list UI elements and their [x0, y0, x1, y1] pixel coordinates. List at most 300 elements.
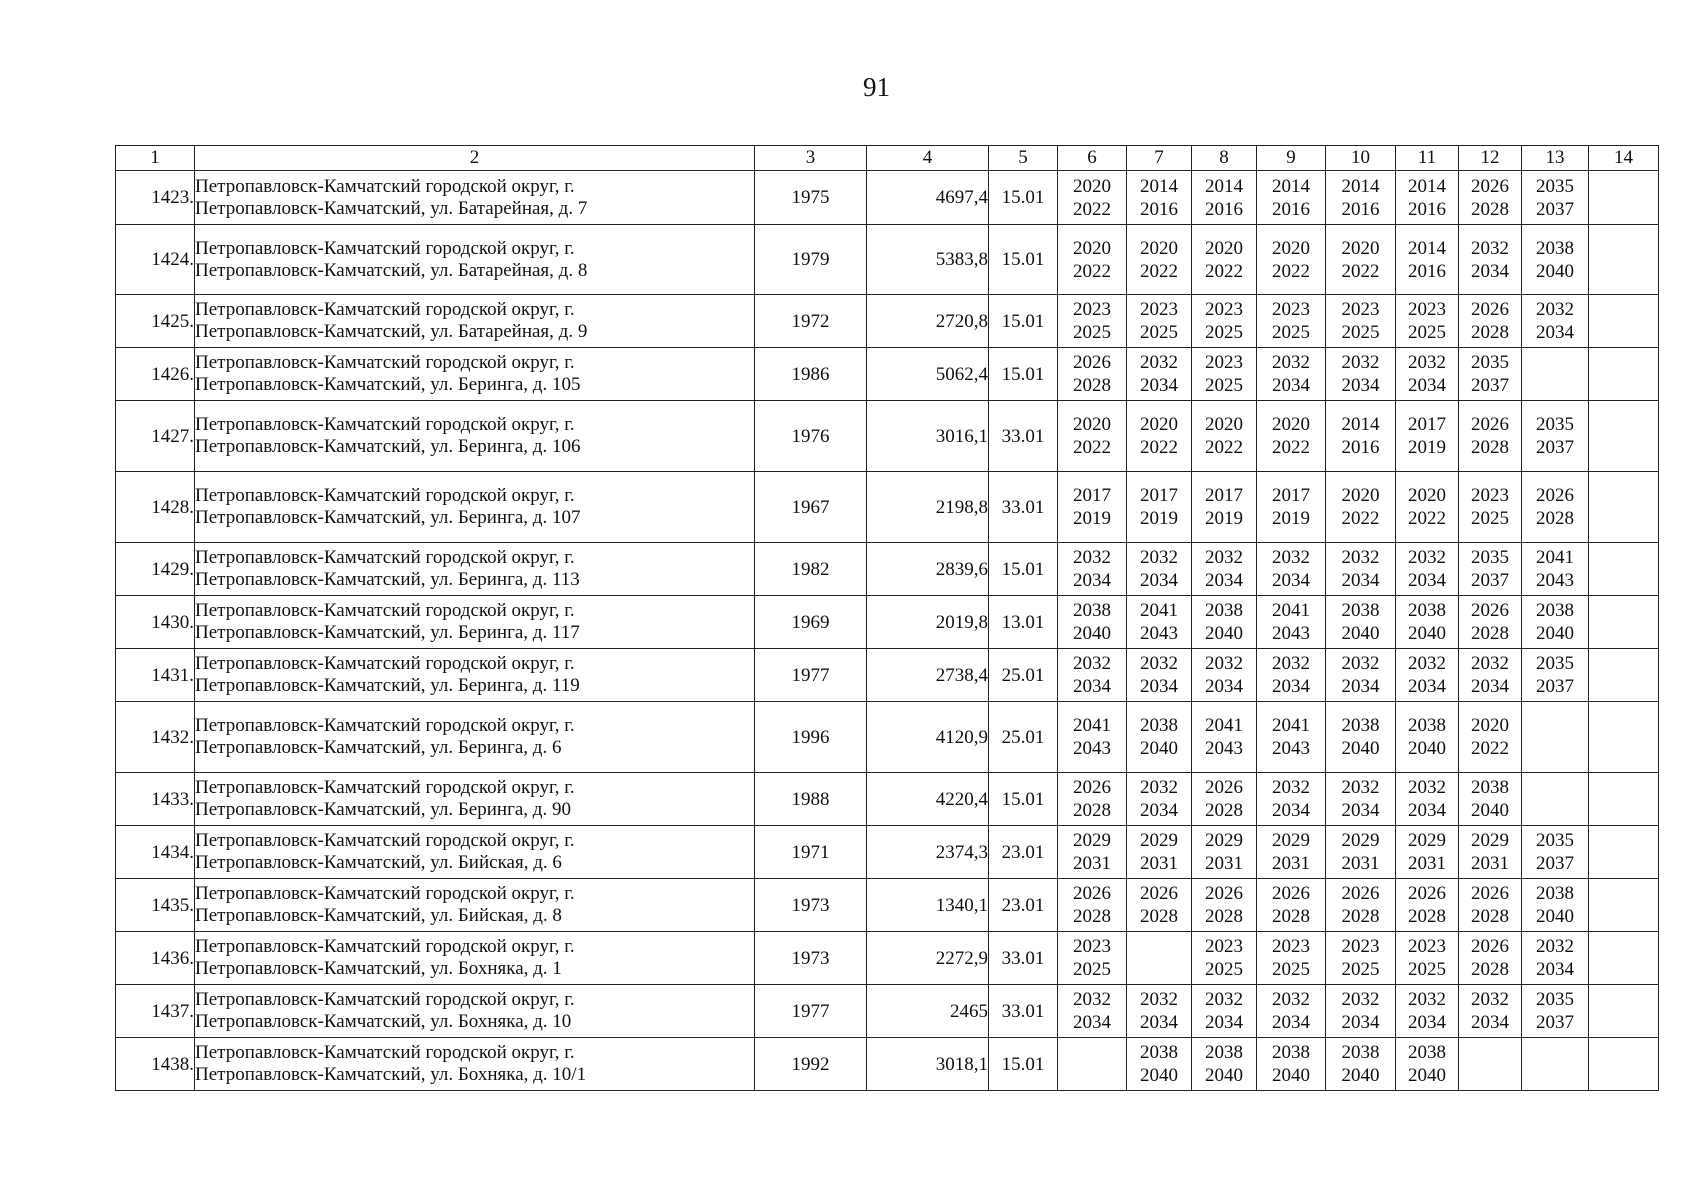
area-cell: 2374,3 [867, 826, 989, 879]
address-line: Петропавловск-Камчатский, ул. Бохняка, д. 10/1 [195, 1064, 587, 1085]
period-cell [1396, 543, 1459, 596]
period-cell [1459, 171, 1522, 225]
period-year: 2025 [1073, 959, 1111, 980]
period-year: 2034 [1272, 676, 1310, 697]
row-number-cell: 1434. [116, 826, 195, 879]
period-year: 2014 [1205, 175, 1243, 197]
period-year: 2034 [1471, 676, 1509, 697]
header-cell: 9 [1257, 146, 1326, 171]
code-cell: 23.01 [989, 879, 1058, 932]
period-cell [1459, 225, 1522, 295]
period-year: 2029 [1408, 830, 1446, 851]
header-cell: 14 [1589, 146, 1659, 171]
period-cell [1326, 826, 1396, 879]
address-line: Петропавловск-Камчатский городской округ, г. [195, 414, 575, 435]
period-cell [1396, 348, 1459, 401]
table-row [116, 225, 1659, 295]
period-cell [1589, 702, 1659, 773]
period-year: 2026 [1140, 883, 1178, 904]
table-row [116, 543, 1659, 596]
period-cell [1192, 596, 1257, 649]
period-year: 2034 [1471, 260, 1509, 282]
period-year: 2026 [1471, 414, 1509, 435]
table-row [116, 295, 1659, 348]
period-cell [1058, 596, 1127, 649]
period-year: 2029 [1341, 830, 1380, 851]
period-cell [1589, 295, 1659, 348]
period-year: 2020 [1140, 414, 1178, 435]
period-year: 2038 [1341, 715, 1380, 736]
period-year: 2040 [1205, 623, 1243, 644]
area-cell: 2839,6 [867, 543, 989, 596]
period-cell [1522, 472, 1589, 543]
table-row [116, 932, 1659, 985]
period-year: 2034 [1140, 1012, 1178, 1033]
period-year: 2032 [1140, 352, 1178, 373]
build-year-cell: 1986 [755, 348, 867, 401]
period-year: 2032 [1073, 547, 1111, 568]
period-cell [1058, 826, 1127, 879]
code-cell: 15.01 [989, 773, 1058, 826]
period-cell [1396, 1038, 1459, 1091]
row-number-cell: 1433. [116, 773, 195, 826]
header-cell: 6 [1058, 146, 1127, 171]
address-line: Петропавловск-Камчатский, ул. Батарейная, д. 7 [195, 197, 588, 219]
address-line: Петропавловск-Камчатский, ул. Бийская, д. 8 [195, 905, 562, 926]
period-year: 2032 [1408, 547, 1446, 568]
period-cell [1257, 225, 1326, 295]
period-year: 2032 [1471, 237, 1509, 259]
period-cell [1589, 225, 1659, 295]
period-year: 2034 [1408, 800, 1446, 821]
period-year: 2023 [1341, 936, 1380, 957]
period-year: 2020 [1140, 237, 1178, 259]
address-line: Петропавловск-Камчатский городской округ, г. [195, 830, 575, 851]
period-cell [1522, 401, 1589, 472]
period-cell [1326, 932, 1396, 985]
period-year: 2014 [1408, 175, 1446, 197]
period-year: 2014 [1408, 237, 1446, 259]
period-year: 2028 [1408, 906, 1446, 927]
period-year: 2023 [1408, 936, 1446, 957]
period-year: 2023 [1341, 299, 1380, 320]
period-year: 2038 [1140, 715, 1178, 736]
period-year: 2022 [1272, 260, 1310, 282]
period-cell [1459, 649, 1522, 702]
period-year: 2029 [1205, 830, 1243, 851]
address-line: Петропавловск-Камчатский, ул. Батарейная, д. 8 [195, 259, 588, 281]
table-row [116, 879, 1659, 932]
row-number-cell: 1430. [116, 596, 195, 649]
period-year: 2032 [1140, 653, 1178, 674]
period-year: 2023 [1073, 936, 1111, 957]
period-year: 2026 [1272, 883, 1310, 904]
period-cell [1522, 879, 1589, 932]
period-year: 2028 [1073, 800, 1111, 821]
header-cell: 13 [1522, 146, 1589, 171]
period-cell [1459, 879, 1522, 932]
period-cell [1396, 985, 1459, 1038]
period-cell [1058, 879, 1127, 932]
address-line: Петропавловск-Камчатский, ул. Беринга, д. 117 [195, 622, 580, 643]
table-row [116, 348, 1659, 401]
period-year: 2028 [1471, 623, 1509, 644]
address-cell [195, 702, 755, 773]
row-number-cell: 1437. [116, 985, 195, 1038]
period-cell [1257, 348, 1326, 401]
table-row [116, 171, 1659, 225]
row-number-cell: 1435. [116, 879, 195, 932]
build-year-cell: 1972 [755, 295, 867, 348]
period-year: 2026 [1471, 936, 1509, 957]
period-year: 2040 [1408, 738, 1446, 759]
period-cell [1058, 932, 1127, 985]
period-year: 2016 [1408, 198, 1446, 220]
period-cell [1459, 702, 1522, 773]
code-cell: 33.01 [989, 401, 1058, 472]
period-year: 2032 [1140, 777, 1178, 798]
build-year-cell: 1973 [755, 932, 867, 985]
table-row [116, 702, 1659, 773]
period-year: 2034 [1471, 1012, 1509, 1033]
period-cell [1058, 401, 1127, 472]
address-cell [195, 879, 755, 932]
address-line: Петропавловск-Камчатский городской округ, г. [195, 237, 575, 259]
period-year: 2034 [1408, 570, 1446, 591]
period-year: 2025 [1205, 959, 1243, 980]
period-year: 2028 [1272, 906, 1310, 927]
period-cell [1257, 543, 1326, 596]
code-cell: 15.01 [989, 295, 1058, 348]
period-cell [1257, 171, 1326, 225]
period-cell [1522, 826, 1589, 879]
period-year: 2020 [1073, 237, 1111, 259]
period-cell [1326, 649, 1396, 702]
period-cell [1127, 171, 1192, 225]
row-number-cell: 1432. [116, 702, 195, 773]
period-year: 2026 [1073, 883, 1111, 904]
period-year: 2014 [1140, 175, 1178, 197]
period-cell [1127, 985, 1192, 1038]
header-cell: 8 [1192, 146, 1257, 171]
area-cell: 5383,8 [867, 225, 989, 295]
header-cell: 10 [1326, 146, 1396, 171]
period-year: 2040 [1140, 1065, 1178, 1086]
period-year: 2034 [1272, 1012, 1310, 1033]
period-cell [1127, 225, 1192, 295]
period-year: 2035 [1536, 830, 1574, 851]
address-line: Петропавловск-Камчатский, ул. Бохняка, д. 10 [195, 1011, 572, 1032]
period-year: 2020 [1471, 715, 1509, 736]
header-cell: 3 [755, 146, 867, 171]
period-year: 2035 [1471, 547, 1509, 568]
period-year: 2040 [1073, 623, 1111, 644]
period-cell [1326, 985, 1396, 1038]
period-year: 2025 [1272, 322, 1310, 343]
address-line: Петропавловск-Камчатский городской округ, г. [195, 175, 575, 197]
period-year: 2019 [1205, 508, 1243, 529]
period-cell [1127, 401, 1192, 472]
period-year: 2035 [1536, 414, 1574, 435]
period-year: 2025 [1408, 322, 1446, 343]
period-cell [1192, 826, 1257, 879]
period-cell [1058, 543, 1127, 596]
address-cell [195, 472, 755, 543]
period-year: 2025 [1073, 322, 1111, 343]
period-cell [1589, 985, 1659, 1038]
period-year: 2020 [1073, 175, 1111, 197]
period-year: 2022 [1073, 198, 1111, 220]
period-year: 2028 [1073, 375, 1111, 396]
period-cell [1192, 879, 1257, 932]
period-cell [1459, 472, 1522, 543]
period-cell [1192, 1038, 1257, 1091]
period-cell [1257, 472, 1326, 543]
period-year: 2019 [1140, 508, 1178, 529]
period-cell [1257, 932, 1326, 985]
period-year: 2026 [1073, 777, 1111, 798]
address-line: Петропавловск-Камчатский, ул. Батарейная, д. 9 [195, 321, 588, 342]
period-year: 2026 [1408, 883, 1446, 904]
period-year: 2040 [1408, 1065, 1446, 1086]
build-year-cell: 1992 [755, 1038, 867, 1091]
period-cell [1192, 702, 1257, 773]
period-year: 2029 [1140, 830, 1178, 851]
period-year: 2034 [1140, 375, 1178, 396]
period-cell [1589, 348, 1659, 401]
period-cell [1257, 649, 1326, 702]
period-year: 2028 [1205, 906, 1243, 927]
period-year: 2038 [1408, 715, 1446, 736]
period-cell [1522, 348, 1589, 401]
period-year: 2043 [1205, 738, 1243, 759]
period-year: 2034 [1272, 570, 1310, 591]
period-year: 2022 [1272, 437, 1310, 458]
period-year: 2035 [1536, 175, 1574, 197]
area-cell: 4697,4 [867, 171, 989, 225]
period-cell [1326, 1038, 1396, 1091]
period-year: 2038 [1471, 777, 1509, 798]
period-year: 2040 [1341, 623, 1380, 644]
area-cell: 2198,8 [867, 472, 989, 543]
period-cell [1396, 225, 1459, 295]
period-year: 2028 [1471, 198, 1509, 220]
period-year: 2037 [1536, 198, 1574, 220]
period-cell [1127, 295, 1192, 348]
row-number-cell: 1431. [116, 649, 195, 702]
period-cell [1459, 401, 1522, 472]
period-cell [1459, 295, 1522, 348]
build-year-cell: 1975 [755, 171, 867, 225]
period-cell [1257, 1038, 1326, 1091]
table-row [116, 401, 1659, 472]
code-cell: 23.01 [989, 826, 1058, 879]
build-year-cell: 1969 [755, 596, 867, 649]
address-line: Петропавловск-Камчатский городской округ, г. [195, 600, 575, 621]
period-year: 2034 [1341, 800, 1380, 821]
code-cell: 33.01 [989, 932, 1058, 985]
period-year: 2031 [1471, 853, 1509, 874]
header-cell: 11 [1396, 146, 1459, 171]
area-cell: 3016,1 [867, 401, 989, 472]
period-year: 2032 [1471, 653, 1509, 674]
period-cell [1058, 702, 1127, 773]
period-year: 2038 [1205, 1042, 1243, 1063]
period-year: 2032 [1341, 547, 1380, 568]
period-year: 2032 [1205, 653, 1243, 674]
period-year: 2026 [1341, 883, 1380, 904]
period-cell [1192, 348, 1257, 401]
period-year: 2026 [1471, 600, 1509, 621]
period-year: 2031 [1272, 853, 1310, 874]
period-year: 2023 [1408, 299, 1446, 320]
period-year: 2041 [1536, 547, 1574, 568]
period-cell [1192, 472, 1257, 543]
period-year: 2020 [1341, 237, 1380, 259]
period-year: 2038 [1272, 1042, 1310, 1063]
build-year-cell: 1982 [755, 543, 867, 596]
period-year: 2022 [1205, 260, 1243, 282]
period-year: 2034 [1140, 800, 1178, 821]
housing-registry-table [115, 145, 1659, 1091]
period-year: 2034 [1140, 676, 1178, 697]
period-cell [1522, 649, 1589, 702]
address-line: Петропавловск-Камчатский городской округ, г. [195, 989, 575, 1010]
address-cell [195, 1038, 755, 1091]
period-cell [1058, 472, 1127, 543]
period-year: 2028 [1471, 959, 1509, 980]
build-year-cell: 1996 [755, 702, 867, 773]
period-year: 2026 [1205, 777, 1243, 798]
period-year: 2026 [1205, 883, 1243, 904]
period-year: 2032 [1205, 989, 1243, 1010]
code-cell: 15.01 [989, 543, 1058, 596]
period-cell [1127, 649, 1192, 702]
period-year: 2022 [1341, 508, 1380, 529]
period-cell [1257, 826, 1326, 879]
period-year: 2028 [1471, 437, 1509, 458]
period-year: 2020 [1341, 485, 1380, 506]
period-year: 2038 [1205, 600, 1243, 621]
period-year: 2037 [1536, 1012, 1574, 1033]
period-year: 2023 [1073, 299, 1111, 320]
period-year: 2025 [1471, 508, 1509, 529]
period-year: 2016 [1408, 260, 1446, 282]
period-year: 2037 [1471, 375, 1509, 396]
period-cell [1192, 773, 1257, 826]
area-cell: 2465 [867, 985, 989, 1038]
period-cell [1058, 649, 1127, 702]
period-year: 2043 [1073, 738, 1111, 759]
period-year: 2017 [1408, 414, 1446, 435]
address-line: Петропавловск-Камчатский, ул. Беринга, д. 107 [195, 507, 581, 528]
row-number-cell: 1436. [116, 932, 195, 985]
period-year: 2041 [1140, 600, 1178, 621]
period-year: 2031 [1073, 853, 1111, 874]
address-cell [195, 401, 755, 472]
period-cell [1396, 826, 1459, 879]
header-cell: 2 [195, 146, 755, 171]
period-year: 2032 [1341, 653, 1380, 674]
period-year: 2034 [1073, 1012, 1111, 1033]
header-cell: 7 [1127, 146, 1192, 171]
period-year: 2032 [1272, 547, 1310, 568]
area-cell: 4120,9 [867, 702, 989, 773]
header-cell: 1 [116, 146, 195, 171]
period-cell [1326, 348, 1396, 401]
period-cell [1192, 932, 1257, 985]
period-year: 2034 [1272, 375, 1310, 396]
address-line: Петропавловск-Камчатский городской округ, г. [195, 715, 575, 736]
address-line: Петропавловск-Камчатский городской округ, г. [195, 1042, 575, 1063]
period-year: 2037 [1536, 437, 1574, 458]
period-cell [1459, 596, 1522, 649]
period-cell [1522, 543, 1589, 596]
period-cell [1522, 985, 1589, 1038]
period-cell [1127, 1038, 1192, 1091]
period-cell [1589, 472, 1659, 543]
period-year: 2017 [1140, 485, 1178, 506]
period-year: 2022 [1471, 738, 1509, 759]
period-cell [1396, 879, 1459, 932]
period-cell [1522, 773, 1589, 826]
period-year: 2040 [1341, 1065, 1380, 1086]
period-year: 2041 [1205, 715, 1243, 736]
period-year: 2023 [1471, 485, 1509, 506]
row-number-cell: 1424. [116, 225, 195, 295]
period-year: 2041 [1272, 715, 1310, 736]
period-year: 2032 [1272, 989, 1310, 1010]
address-line: Петропавловск-Камчатский, ул. Бохняка, д. 1 [195, 958, 562, 979]
period-cell [1396, 649, 1459, 702]
period-year: 2037 [1536, 676, 1574, 697]
period-year: 2028 [1341, 906, 1380, 927]
period-year: 2040 [1471, 800, 1509, 821]
area-cell: 4220,4 [867, 773, 989, 826]
period-year: 2026 [1536, 485, 1574, 506]
area-cell: 1340,1 [867, 879, 989, 932]
area-cell: 2720,8 [867, 295, 989, 348]
period-year: 2038 [1408, 600, 1446, 621]
period-year: 2016 [1140, 198, 1178, 220]
period-cell [1589, 932, 1659, 985]
period-cell [1192, 171, 1257, 225]
period-year: 2025 [1205, 322, 1243, 343]
build-year-cell: 1971 [755, 826, 867, 879]
period-cell [1326, 295, 1396, 348]
address-cell [195, 773, 755, 826]
period-cell [1396, 171, 1459, 225]
period-year: 2022 [1205, 437, 1243, 458]
row-number-cell: 1429. [116, 543, 195, 596]
row-number-cell: 1438. [116, 1038, 195, 1091]
address-line: Петропавловск-Камчатский, ул. Беринга, д. 119 [195, 675, 580, 696]
period-cell [1257, 702, 1326, 773]
address-cell [195, 543, 755, 596]
address-cell [195, 985, 755, 1038]
period-year: 2037 [1536, 853, 1574, 874]
period-year: 2034 [1536, 322, 1574, 343]
period-year: 2016 [1205, 198, 1243, 220]
period-year: 2031 [1408, 853, 1446, 874]
address-cell [195, 225, 755, 295]
period-year: 2032 [1408, 352, 1446, 373]
period-cell [1459, 985, 1522, 1038]
period-year: 2032 [1408, 989, 1446, 1010]
period-cell [1396, 401, 1459, 472]
period-year: 2040 [1272, 1065, 1310, 1086]
address-line: Петропавловск-Камчатский городской округ, г. [195, 485, 575, 506]
